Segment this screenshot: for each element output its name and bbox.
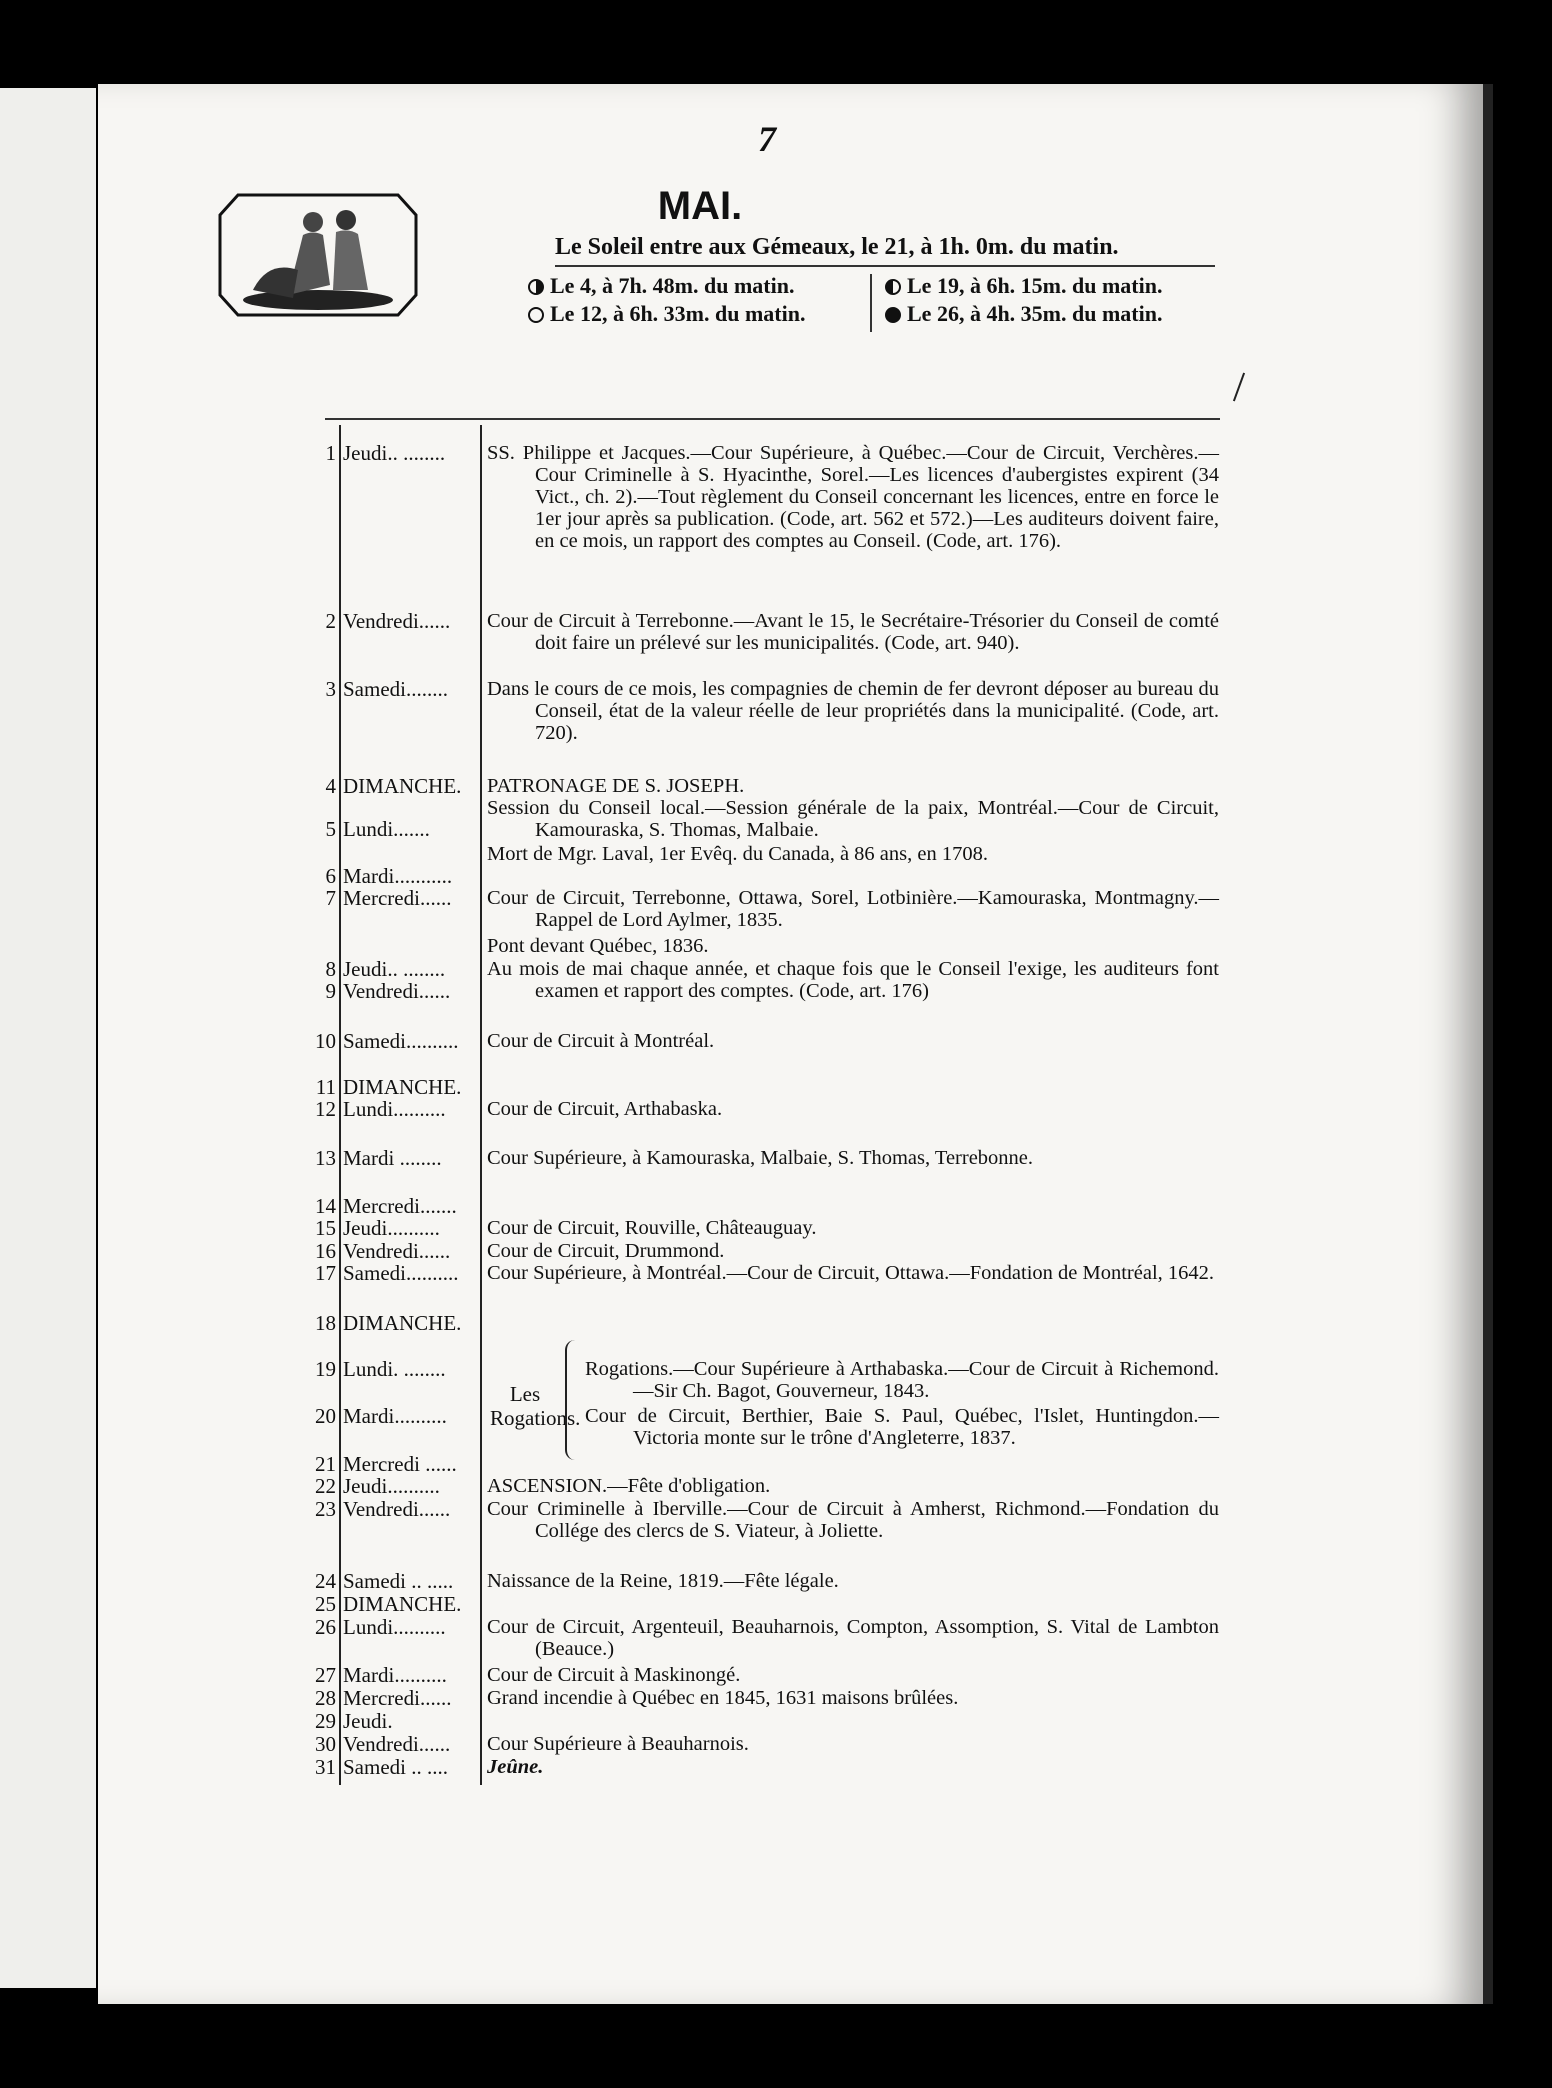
rogations-label: Les Rogations. — [490, 1382, 581, 1430]
day-name: Lundi. ........ — [343, 1357, 446, 1381]
day-number: 17 — [315, 1261, 336, 1285]
month-title: MAI. — [657, 184, 743, 228]
entry-day-28: Grand incendie à Québec en 1845, 1631 maisons brûlées. — [487, 1687, 959, 1709]
day-name: DIMANCHE. — [343, 1592, 462, 1616]
entry-day-7: Cour de Circuit, Terrebonne, Ottawa, Sorel, Lotbinière.—Kamouraska, Montmagny.—Rappel de Lord Aylmer, 1835. — [487, 887, 1219, 931]
day-name: DIMANCHE. — [343, 1311, 462, 1335]
moon-phases-left — [528, 272, 805, 328]
day-number: 11 — [315, 1075, 336, 1099]
entry-day-5: Session du Conseil local.—Session générale de la paix, Montréal.—Cour de Circuit, Kamouraska, S. Thomas, Malbaie. — [487, 797, 1219, 841]
day-name: Lundi.......... — [343, 1097, 446, 1121]
day-number: 18 — [315, 1311, 336, 1335]
entry-day-23: Cour Criminelle à Iberville.—Cour de Circuit à Amherst, Richmond.—Fondation du Collége des clercs de S. Viateur, à Joliette. — [487, 1498, 1219, 1542]
entry-day-24: Naissance de la Reine, 1819.—Fête légale. — [487, 1570, 839, 1592]
day-name: Vendredi...... — [343, 1239, 451, 1263]
day-number: 25 — [315, 1592, 336, 1616]
entry-day-16: Cour de Circuit, Drummond. — [487, 1240, 725, 1262]
day-number: 9 — [325, 979, 336, 1003]
full-moon-icon — [528, 307, 544, 323]
day-number: 24 — [315, 1569, 336, 1593]
day-name: Mardi.......... — [343, 1663, 447, 1687]
day-number: 10 — [315, 1029, 336, 1053]
gemini-emblem-icon — [218, 190, 418, 320]
header-rule — [325, 418, 1220, 420]
day-number: 12 — [315, 1097, 336, 1121]
column-rule-right — [480, 425, 482, 1785]
day-number: 19 — [315, 1357, 336, 1381]
day-number: 8 — [325, 957, 336, 981]
moon-divider — [870, 274, 874, 332]
day-name: Lundi....... — [343, 817, 430, 841]
day-number: 16 — [315, 1239, 336, 1263]
entry-day-26: Cour de Circuit, Argenteuil, Beauharnois, Compton, Assomption, S. Vital de Lambton (Beauce.) — [487, 1616, 1219, 1660]
day-number: 13 — [315, 1146, 336, 1170]
day-number: 6 — [325, 864, 336, 888]
day-number: 14 — [315, 1194, 336, 1218]
day-name: Vendredi...... — [343, 1497, 451, 1521]
page-number: 7 — [758, 119, 776, 159]
day-name: Samedi .. ..... — [343, 1569, 454, 1593]
day-name: Lundi.......... — [343, 1615, 446, 1639]
moon-phases-right — [885, 272, 1162, 328]
entry-day-7b: Pont devant Québec, 1836. — [487, 935, 709, 957]
page-edge-shadow — [1483, 84, 1493, 2004]
day-name: Jeudi.. ........ — [343, 957, 446, 981]
day-name: Samedi.......... — [343, 1029, 459, 1053]
day-name: Vendredi...... — [343, 1732, 451, 1756]
day-number: 22 — [315, 1474, 336, 1498]
day-name: Mercredi ...... — [343, 1452, 457, 1476]
day-name: DIMANCHE. — [343, 1075, 462, 1099]
day-number: 3 — [325, 677, 336, 701]
first-quarter-moon-icon — [528, 279, 544, 295]
day-number: 1 — [325, 441, 336, 465]
entry-day-4: PATRONAGE DE S. JOSEPH. — [487, 775, 745, 797]
entry-day-1: SS. Philippe et Jacques.—Cour Supérieure, à Québec.—Cour de Circuit, Verchères.—Cour Criminelle à S. Hyacinthe, Sorel.—Les licences d'aubergistes expirent (34 Vict., ch. 2).—Tout règlement du Conseil concernant les licences, entre en force le 1er jour après sa publication. (Code, art. 562 et 572.)—Les auditeurs doivent faire, en ce mois, un rapport des comptes au Conseil. (Code, art. 176). — [487, 442, 1219, 552]
column-rule-left — [339, 425, 341, 1785]
day-number: 23 — [315, 1497, 336, 1521]
day-name: Samedi.......... — [343, 1261, 459, 1285]
day-name: Mardi ........ — [343, 1146, 442, 1170]
day-number: 5 — [325, 817, 336, 841]
day-number: 29 — [315, 1709, 336, 1733]
day-number: 31 — [315, 1755, 336, 1779]
entry-day-10: Cour de Circuit à Montréal. — [487, 1030, 715, 1052]
day-name: Mercredi...... — [343, 1686, 452, 1710]
sun-sign-line: Le Soleil entre aux Gémeaux, le 21, à 1h. 0m. du matin. — [555, 234, 1215, 267]
entry-day-30: Cour Supérieure à Beauharnois. — [487, 1733, 749, 1755]
day-name: Vendredi...... — [343, 979, 451, 1003]
day-name: Mardi........... — [343, 864, 453, 888]
day-number: 26 — [315, 1615, 336, 1639]
new-moon-icon — [885, 307, 901, 323]
entry-day-19: Rogations.—Cour Supérieure à Arthabaska.—Cour de Circuit à Richemond.—Sir Ch. Bagot, Gouverneur, 1843. — [585, 1358, 1219, 1402]
day-name: Vendredi...... — [343, 609, 451, 633]
day-number: 15 — [315, 1216, 336, 1240]
moon-phase-item: Le 19, à 6h. 15m. du matin. — [885, 272, 1162, 300]
last-quarter-moon-icon — [885, 279, 901, 295]
day-name: Samedi........ — [343, 677, 448, 701]
day-number: 2 — [325, 609, 336, 633]
day-name: Mercredi...... — [343, 886, 452, 910]
entry-day-22: ASCENSION.—Fête d'obligation. — [487, 1475, 771, 1497]
day-name: DIMANCHE. — [343, 774, 462, 798]
moon-phase-item: Le 4, à 7h. 48m. du matin. — [528, 272, 805, 300]
day-number: 4 — [325, 774, 336, 798]
entry-day-27: Cour de Circuit à Maskinongé. — [487, 1664, 741, 1686]
rogations-brace — [565, 1340, 577, 1460]
day-name: Jeudi.......... — [343, 1216, 440, 1240]
day-name: Mercredi....... — [343, 1194, 457, 1218]
day-name: Samedi .. .... — [343, 1755, 448, 1779]
moon-phase-item: Le 12, à 6h. 33m. du matin. — [528, 300, 805, 328]
entry-day-20: Cour de Circuit, Berthier, Baie S. Paul, Québec, l'Islet, Huntingdon.—Victoria monte sur le trône d'Angleterre, 1837. — [585, 1405, 1219, 1449]
entry-day-31: Jeûne. — [487, 1756, 544, 1778]
entry-day-2: Cour de Circuit à Terrebonne.—Avant le 15, le Secrétaire-Trésorier du Conseil de comté doit faire un prélevé sur les municipalités. (Code, art. 940). — [487, 610, 1219, 654]
day-number: 20 — [315, 1404, 336, 1428]
day-number: 27 — [315, 1663, 336, 1687]
day-name: Jeudi. — [343, 1709, 393, 1733]
day-number: 30 — [315, 1732, 336, 1756]
facing-page-edge — [0, 88, 96, 1988]
moon-phase-item: Le 26, à 4h. 35m. du matin. — [885, 300, 1162, 328]
day-number: 21 — [315, 1452, 336, 1476]
day-name: Jeudi.. ........ — [343, 441, 446, 465]
day-number: 7 — [325, 886, 336, 910]
entry-day-3: Dans le cours de ce mois, les compagnies de chemin de fer devront déposer au bureau du Conseil, état de la valeur réelle de leur propriétés dans la municipalité. (Code, art. 720). — [487, 678, 1219, 744]
day-name: Jeudi.......... — [343, 1474, 440, 1498]
day-number: 28 — [315, 1686, 336, 1710]
entry-day-13: Cour Supérieure, à Kamouraska, Malbaie, S. Thomas, Terrebonne. — [487, 1147, 1034, 1169]
day-name: Mardi.......... — [343, 1404, 447, 1428]
entry-day-6: Mort de Mgr. Laval, 1er Evêq. du Canada, à 86 ans, en 1708. — [487, 843, 988, 865]
entry-day-17: Cour Supérieure, à Montréal.—Cour de Circuit, Ottawa.—Fondation de Montréal, 1642. — [487, 1262, 1215, 1284]
entry-day-8: Au mois de mai chaque année, et chaque fois que le Conseil l'exige, les auditeurs font examen et rapport des comptes. (Code, art. 176) — [487, 958, 1219, 1002]
entry-day-15: Cour de Circuit, Rouville, Châteauguay. — [487, 1217, 817, 1239]
entry-day-12: Cour de Circuit, Arthabaska. — [487, 1098, 723, 1120]
